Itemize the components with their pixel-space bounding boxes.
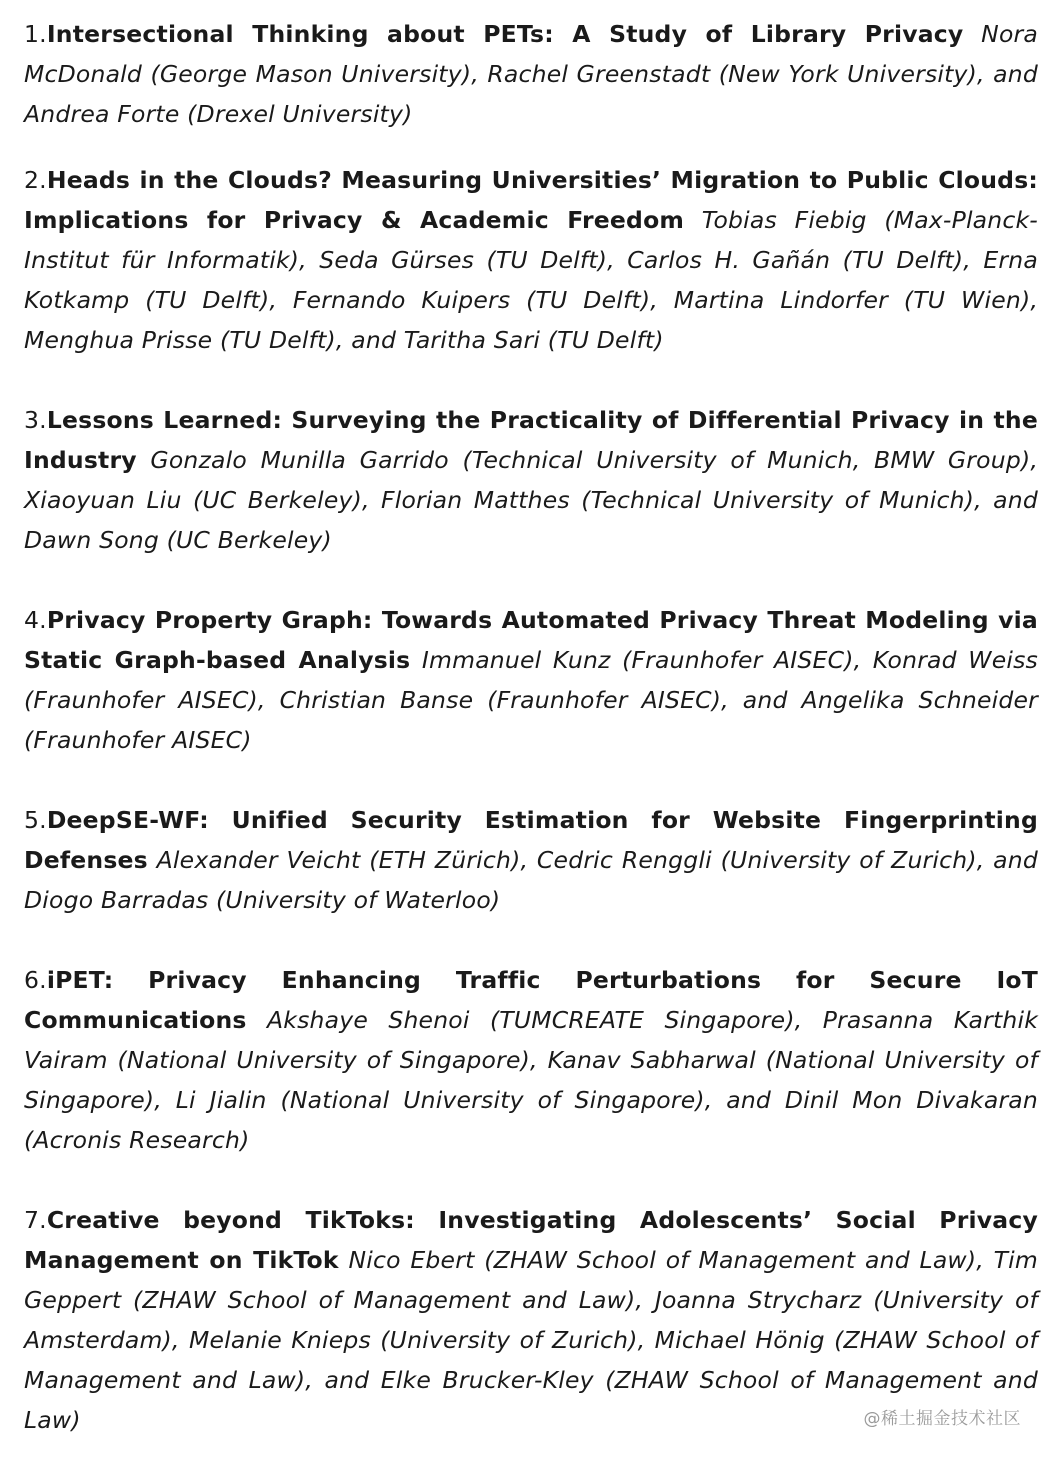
paper-title: Intersectional Thinking about PETs: A Study of Library Privacy <box>46 20 964 48</box>
paper-number: 5. <box>24 806 47 834</box>
paper-authors: Akshaye Shenoi (TUMCREATE Singapore), Prasanna Karthik Vairam (National University of Singapore), Kanav Sabharwal (National University of Singapore), Li Jialin (National University of Singapore), and Dinil Mon Divakaran (Acronis Research) <box>24 1006 1039 1154</box>
paper-entry-2 <box>24 160 1038 360</box>
paper-title: Lessons Learned: Surveying the Practicality of Differential Privacy in the Industry <box>24 406 1038 474</box>
paper-number: 1. <box>24 20 47 48</box>
paper-number: 4. <box>24 606 47 634</box>
paper-title: Creative beyond TikToks: Investigating Adolescents’ Social Privacy Management on TikTok <box>24 1206 1038 1274</box>
paper-title: iPET: Privacy Enhancing Traffic Perturbations for Secure IoT Communications <box>24 966 1038 1034</box>
paper-entry-4 <box>24 600 1038 760</box>
paper-number: 3. <box>24 406 47 434</box>
paper-entry-1 <box>24 14 1038 134</box>
watermark: @稀土掘金技术社区 <box>863 1409 1021 1429</box>
paper-entry-5 <box>24 800 1038 920</box>
paper-title: Privacy Property Graph: Towards Automated Privacy Threat Modeling via Static Graph-based Analysis <box>24 606 1038 674</box>
paper-authors: Gonzalo Munilla Garrido (Technical University of Munich, BMW Group), Xiaoyuan Liu (UC Berkeley), Florian Matthes (Technical University of Munich), and Dawn Song (UC Berkeley) <box>24 446 1038 554</box>
paper-number: 6. <box>24 966 47 994</box>
paper-number: 7. <box>24 1206 47 1234</box>
paper-title: Heads in the Clouds? Measuring Universities’ Migration to Public Clouds: Implications for Privacy & Academic Freedom <box>24 166 1038 234</box>
paper-authors: Immanuel Kunz (Fraunhofer AISEC), Konrad Weiss (Fraunhofer AISEC), Christian Banse (Fraunhofer AISEC), and Angelika Schneider (Fraunhofer AISEC) <box>24 646 1038 754</box>
paper-list <box>24 14 1038 1440</box>
paper-entry-6 <box>24 960 1038 1160</box>
paper-authors: Nico Ebert (ZHAW School of Management and Law), Tim Geppert (ZHAW School of Management and Law), Joanna Strycharz (University of Amsterdam), Melanie Knieps (University of Zurich), Michael Hönig (ZHAW School of Management and Law), and Elke Brucker-Kley (ZHAW School of Management and Law) <box>24 1246 1038 1434</box>
paper-authors: Nora McDonald (George Mason University), Rachel Greenstadt (New York University), and Andrea Forte (Drexel University) <box>24 20 1038 128</box>
paper-title: DeepSE-WF: Unified Security Estimation for Website Fingerprinting Defenses <box>24 806 1038 874</box>
paper-entry-3 <box>24 400 1038 560</box>
paper-authors: Tobias Fiebig (Max-Planck-Institut für Informatik), Seda Gürses (TU Delft), Carlos H. Gañán (TU Delft), Erna Kotkamp (TU Delft), Fernando Kuipers (TU Delft), Martina Lindorfer (TU Wien), Menghua Prisse (TU Delft), and Taritha Sari (TU Delft) <box>24 206 1038 354</box>
paper-authors: Alexander Veicht (ETH Zürich), Cedric Renggli (University of Zurich), and Diogo Barradas (University of Waterloo) <box>24 846 1038 914</box>
paper-number: 2. <box>24 166 47 194</box>
